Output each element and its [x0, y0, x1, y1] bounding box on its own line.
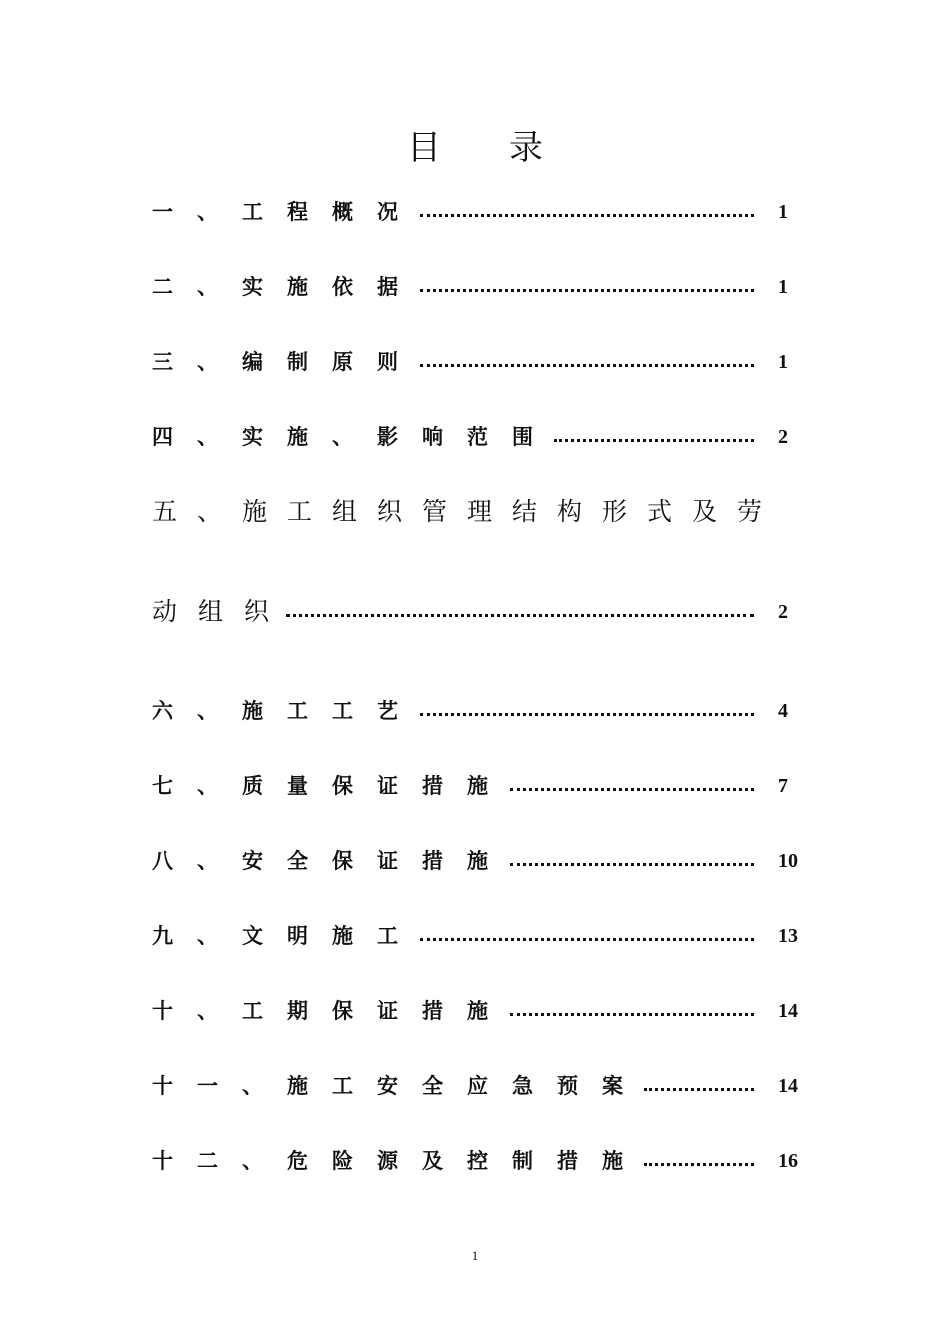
toc-entry[interactable]: [152, 1071, 798, 1101]
toc-entry-title: 七、质量保证措施: [152, 773, 512, 798]
toc-entry[interactable]: [152, 272, 798, 302]
page-title-char-1: 目: [407, 128, 441, 168]
toc-dot-leader: [644, 1088, 754, 1091]
toc-entry-title: 十、工期保证措施: [152, 998, 512, 1023]
toc-entry-page: 7: [778, 775, 788, 797]
toc-dot-leader: [510, 1013, 754, 1016]
toc-entry[interactable]: [152, 347, 798, 377]
toc-dot-leader: [420, 289, 754, 292]
toc-entry-page: 16: [778, 1150, 798, 1172]
toc-entry-page: 1: [778, 201, 788, 223]
toc-entry-page: 14: [778, 1075, 798, 1097]
toc-entry[interactable]: [152, 696, 798, 726]
toc-entry[interactable]: [152, 846, 798, 876]
toc-entry-title: 一、工程概况: [152, 199, 422, 224]
toc-entry[interactable]: [152, 1146, 798, 1176]
toc-entry-page: 4: [778, 700, 788, 722]
toc-entry-title: 八、安全保证措施: [152, 848, 512, 873]
toc-entry-title: 六、施工工艺: [152, 698, 422, 723]
toc-entry-line-1[interactable]: [152, 497, 798, 527]
toc-dot-leader: [644, 1163, 754, 1166]
toc-entry-title: 十一、施工安全应急预案: [152, 1073, 647, 1098]
toc-entry-title: 五、施工组织管理结构形式及劳: [152, 497, 783, 526]
toc-entry[interactable]: [152, 771, 798, 801]
toc-entry-page: 10: [778, 850, 798, 872]
toc-entry-title: 九、文明施工: [152, 923, 422, 948]
toc-dot-leader: [420, 214, 754, 217]
toc-entry-line-2[interactable]: [152, 597, 798, 627]
toc-entry-page: 2: [778, 601, 788, 623]
toc-entry-title: 四、实施、影响范围: [152, 424, 557, 449]
page-title-char-2: 录: [509, 128, 543, 168]
toc-dot-leader: [286, 614, 754, 617]
toc-entry[interactable]: [152, 996, 798, 1026]
toc-entry[interactable]: [152, 921, 798, 951]
toc-dot-leader: [420, 364, 754, 367]
toc-dot-leader: [420, 713, 754, 716]
toc-entry-page: 14: [778, 1000, 798, 1022]
toc-dot-leader: [510, 863, 754, 866]
toc-entry[interactable]: [152, 197, 798, 227]
page-number: 1: [471, 1248, 479, 1263]
toc-entry[interactable]: [152, 422, 798, 452]
toc-dot-leader: [554, 439, 754, 442]
toc-entry-page: 1: [778, 351, 788, 373]
toc-entry-page: 2: [778, 426, 788, 448]
toc-dot-leader: [420, 938, 754, 941]
toc-entry-title-continued: 动组织: [152, 597, 291, 626]
toc-entry-page: 1: [778, 276, 788, 298]
page-title: [0, 126, 950, 170]
toc-entry-title: 三、编制原则: [152, 349, 422, 374]
toc-entry-title: 二、实施依据: [152, 274, 422, 299]
toc-entry-page: 13: [778, 925, 798, 947]
toc-dot-leader: [510, 788, 754, 791]
toc-entry-title: 十二、危险源及控制措施: [152, 1148, 647, 1173]
